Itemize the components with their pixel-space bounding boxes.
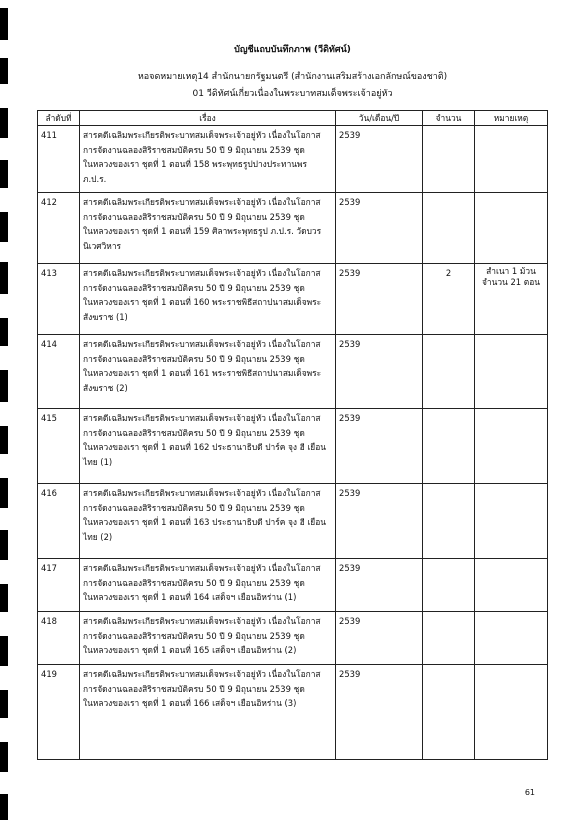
cell-subject: สารคดีเฉลิมพระเกียรติพระบาทสมเด็จพระเจ้าอยู่หัว เนื่องในโอกาสการจัดงานฉลองสิริราชสมบัติครบ 50 ปี 9 มิถุนายน 2539 ชุด ในหลวงของเรา ชุดที่ 1 ตอนที่ 159 ศิลาพระพุทธรูป ภ.ป.ร. วัดบวรนิเวศวิหาร [80, 193, 336, 264]
table-header-row [38, 111, 548, 126]
binder-punch-mark [0, 370, 8, 402]
cell-note [475, 126, 548, 193]
cell-note [475, 409, 548, 484]
cell-quantity [423, 612, 475, 665]
cell-note [475, 612, 548, 665]
col-header-note: หมายเหตุ [475, 111, 548, 126]
cell-subject: สารคดีเฉลิมพระเกียรติพระบาทสมเด็จพระเจ้าอยู่หัว เนื่องในโอกาสการจัดงานฉลองสิริราชสมบัติครบ 50 ปี 9 มิถุนายน 2539 ชุด ในหลวงของเรา ชุดที่ 1 ตอนที่ 158 พระพุทธรูปปางประทานพร ภ.ป.ร. [80, 126, 336, 193]
cell-date: 2539 [336, 264, 423, 335]
binder-punch-mark [0, 8, 8, 40]
cell-subject: สารคดีเฉลิมพระเกียรติพระบาทสมเด็จพระเจ้าอยู่หัว เนื่องในโอกาสการจัดงานฉลองสิริราชสมบัติครบ 50 ปี 9 มิถุนายน 2539 ชุด ในหลวงของเรา ชุดที่ 1 ตอนที่ 166 เสด็จฯ เยือนอิหร่าน (3) [80, 665, 336, 760]
cell-subject: สารคดีเฉลิมพระเกียรติพระบาทสมเด็จพระเจ้าอยู่หัว เนื่องในโอกาสการจัดงานฉลองสิริราชสมบัติครบ 50 ปี 9 มิถุนายน 2539 ชุด ในหลวงของเรา ชุดที่ 1 ตอนที่ 165 เสด็จฯ เยือนอิหร่าน (2) [80, 612, 336, 665]
table-row [38, 193, 548, 264]
cell-date: 2539 [336, 193, 423, 264]
binder-punch-mark [0, 108, 8, 138]
cell-quantity [423, 665, 475, 760]
binder-punch-mark [0, 478, 8, 508]
cell-subject: สารคดีเฉลิมพระเกียรติพระบาทสมเด็จพระเจ้าอยู่หัว เนื่องในโอกาสการจัดงานฉลองสิริราชสมบัติครบ 50 ปี 9 มิถุนายน 2539 ชุด ในหลวงของเรา ชุดที่ 1 ตอนที่ 164 เสด็จฯ เยือนอิหร่าน (1) [80, 559, 336, 612]
cell-date: 2539 [336, 409, 423, 484]
table-row [38, 409, 548, 484]
cell-number: 419 [38, 665, 80, 760]
binder-punch-mark [0, 584, 8, 612]
cell-note [475, 559, 548, 612]
cell-subject: สารคดีเฉลิมพระเกียรติพระบาทสมเด็จพระเจ้าอยู่หัว เนื่องในโอกาสการจัดงานฉลองสิริราชสมบัติครบ 50 ปี 9 มิถุนายน 2539 ชุด ในหลวงของเรา ชุดที่ 1 ตอนที่ 162 ประธานาธิบดี ปาร์ค จุง ฮี เยือนไทย (1) [80, 409, 336, 484]
table-row [38, 484, 548, 559]
cell-date: 2539 [336, 559, 423, 612]
cell-quantity [423, 335, 475, 409]
page-number: 61 [524, 788, 535, 797]
cell-number: 417 [38, 559, 80, 612]
document-subtitle: หอจดหมายเหตุ14 สำนักนายกรัฐมนตรี (สำนักงานเสริมสร้างเอกลักษณ์ของชาติ) [137, 72, 448, 82]
cell-number: 411 [38, 126, 80, 193]
document-section: 01 วีดิทัศน์เกี่ยวเนื่องในพระบาทสมเด็จพระเจ้าอยู่หัว [192, 89, 393, 99]
cell-subject: สารคดีเฉลิมพระเกียรติพระบาทสมเด็จพระเจ้าอยู่หัว เนื่องในโอกาสการจัดงานฉลองสิริราชสมบัติครบ 50 ปี 9 มิถุนายน 2539 ชุด ในหลวงของเรา ชุดที่ 1 ตอนที่ 163 ประธานาธิบดี ปาร์ค จุง ฮี เยือนไทย (2) [80, 484, 336, 559]
cell-number: 413 [38, 264, 80, 335]
table-row [38, 612, 548, 665]
cell-note [475, 193, 548, 264]
cell-quantity [423, 559, 475, 612]
cell-quantity [423, 484, 475, 559]
cell-quantity [423, 126, 475, 193]
cell-date: 2539 [336, 126, 423, 193]
cell-quantity [423, 409, 475, 484]
binder-punch-mark [0, 212, 8, 242]
binder-punch-mark [0, 160, 8, 188]
cell-date: 2539 [336, 484, 423, 559]
binder-punch-mark [0, 690, 8, 718]
cell-quantity: 2 [423, 264, 475, 335]
col-header-qty: จำนวน [423, 111, 475, 126]
col-header-subject: เรื่อง [80, 111, 336, 126]
binder-punch-mark [0, 794, 8, 820]
table-row [38, 264, 548, 335]
cell-note: สำเนา 1 ม้วน จำนวน 21 ตอน [475, 264, 548, 335]
table-row [38, 126, 548, 193]
cell-subject: สารคดีเฉลิมพระเกียรติพระบาทสมเด็จพระเจ้าอยู่หัว เนื่องในโอกาสการจัดงานฉลองสิริราชสมบัติครบ 50 ปี 9 มิถุนายน 2539 ชุด ในหลวงของเรา ชุดที่ 1 ตอนที่ 161 พระราชพิธีสถาปนาสมเด็จพระสังฆราช (2) [80, 335, 336, 409]
binder-punch-mark [0, 426, 8, 454]
cell-date: 2539 [336, 665, 423, 760]
col-header-date: วัน/เดือน/ปี [336, 111, 423, 126]
table-row [38, 559, 548, 612]
cell-note [475, 335, 548, 409]
cell-quantity [423, 193, 475, 264]
cell-note [475, 484, 548, 559]
cell-number: 412 [38, 193, 80, 264]
document-title: บัญชีแถบบันทึกภาพ (วีดิทัศน์) [234, 45, 351, 55]
register-table [37, 110, 548, 760]
col-header-no: ลำดับที่ [38, 111, 80, 126]
binder-punch-mark [0, 742, 8, 772]
cell-subject: สารคดีเฉลิมพระเกียรติพระบาทสมเด็จพระเจ้าอยู่หัว เนื่องในโอกาสการจัดงานฉลองสิริราชสมบัติครบ 50 ปี 9 มิถุนายน 2539 ชุด ในหลวงของเรา ชุดที่ 1 ตอนที่ 160 พระราชพิธีสถาปนาสมเด็จพระสังฆราช (1) [80, 264, 336, 335]
cell-number: 415 [38, 409, 80, 484]
binder-punch-mark [0, 262, 8, 294]
cell-number: 414 [38, 335, 80, 409]
cell-number: 416 [38, 484, 80, 559]
cell-date: 2539 [336, 612, 423, 665]
cell-note [475, 665, 548, 760]
table-row [38, 335, 548, 409]
cell-number: 418 [38, 612, 80, 665]
table-row [38, 665, 548, 760]
binder-punch-mark [0, 530, 8, 560]
binder-punch-mark [0, 318, 8, 346]
cell-date: 2539 [336, 335, 423, 409]
binder-punch-mark [0, 636, 8, 666]
